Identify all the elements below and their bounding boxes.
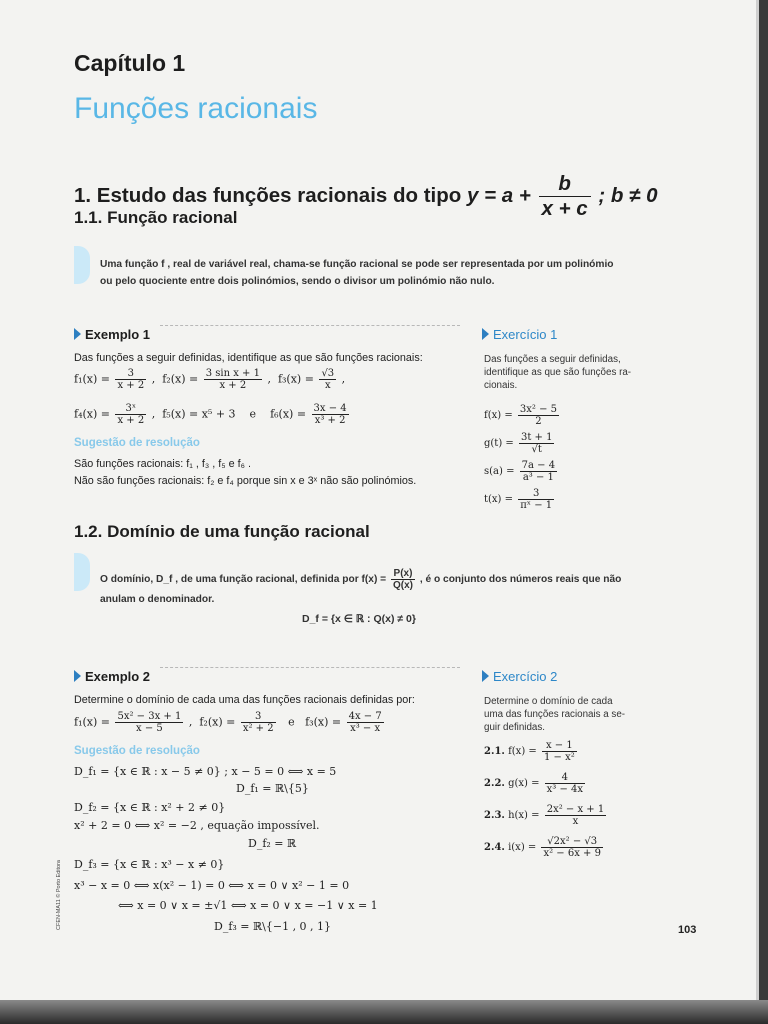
denominator: x + 2 [117, 415, 145, 426]
solution-line: x³ − x = 0 ⟺ x(x² − 1) = 0 ⟺ x = 0 ∨ x² − 1 = 0 [74, 879, 350, 892]
fraction [545, 804, 607, 827]
exemplo-2-intro: Determine o domínio de cada uma das funções racionais definidas por: [74, 694, 415, 706]
function-lhs: s(a) = [484, 466, 515, 477]
exercicio-2-intro [484, 695, 644, 734]
fraction [115, 368, 146, 391]
publisher-credit: CFEN-MA11 © Porto Editora [56, 860, 62, 930]
exercise-item [484, 486, 561, 514]
conjunction: e [249, 407, 257, 421]
function-expression: f₅(x) = x⁵ + 3 [162, 407, 236, 421]
exemplo-1-label [74, 327, 150, 342]
exercise-item [484, 768, 608, 800]
exercise-item [484, 458, 561, 486]
exercise-item [484, 402, 561, 430]
definition-text: O domínio, D_f , de uma função racional, definida por f(x) = [100, 574, 387, 586]
denominator: x [319, 379, 336, 391]
numerator: 3 sin x + 1 [205, 368, 260, 379]
fraction [541, 836, 603, 859]
function-lhs: f₄(x) = [74, 407, 110, 421]
intro-line: guir definidas. [484, 722, 545, 733]
function-lhs: t(x) = [484, 494, 514, 505]
denominator: a³ − 1 [520, 471, 557, 483]
divider [160, 325, 460, 326]
function-lhs: i(x) = [508, 842, 537, 853]
numerator: P(x) [393, 568, 413, 579]
fraction [204, 368, 262, 391]
function-lhs: f(x) = [508, 746, 537, 757]
denominator: x − 5 [115, 722, 183, 734]
definition-line: anulam o denominador. [100, 594, 215, 605]
item-number: 2.4. [484, 842, 505, 853]
intro-line: identifique as que são funções ra- [484, 367, 632, 378]
divider [160, 667, 460, 668]
fraction [520, 460, 557, 483]
solution-line: Não são funções racionais: f₂ e f₄ porque sin x e 3ˣ não são polinómios. [74, 475, 417, 487]
exemplo-1-intro: Das funções a seguir definidas, identifique as que são funções racionais: [74, 352, 423, 364]
numerator: 7a − 4 [521, 460, 556, 471]
exercise-item [484, 800, 608, 832]
conjunction: e [288, 715, 295, 729]
sugestao-heading: Sugestão de resolução [74, 745, 200, 757]
solution-line: D_f₂ = {x ∈ ℝ : x² + 2 ≠ 0} [74, 801, 226, 814]
definition-line: ou pelo quociente entre dois polinómios, sendo o divisor um polinómio não nulo. [100, 276, 495, 287]
definition-marker [74, 553, 90, 591]
fraction [519, 432, 554, 455]
solution-line: D_f₃ = ℝ\{−1 , 0 , 1} [214, 920, 332, 933]
function-lhs: g(t) = [484, 438, 514, 449]
solution-line: São funções racionais: f₁ , f₃ , f₅ e f₆ . [74, 458, 251, 470]
function-lhs: f₁(x) = [74, 715, 110, 729]
exercise-item [484, 736, 608, 768]
fraction [391, 568, 415, 591]
chapter-title: Funções racionais [74, 92, 318, 125]
exercise-item [484, 430, 561, 458]
intro-line: Das funções a seguir definidas, [484, 354, 621, 365]
numerator: 3x − 4 [313, 403, 347, 414]
function-lhs: g(x) = [508, 778, 540, 789]
exercicio-1-list [484, 402, 561, 514]
numerator: 3t + 1 [520, 432, 553, 443]
triangle-bullet-icon [74, 670, 81, 682]
exemplo-2-label [74, 669, 150, 684]
numerator: x − 1 [545, 740, 573, 751]
denominator: 1 − x² [543, 752, 575, 763]
exercise-item [484, 832, 608, 864]
section-1-formula-lhs: y = a + [466, 183, 531, 207]
intro-line: uma das funções racionais a se- [484, 709, 626, 720]
denominator: x³ − 4x [546, 784, 584, 795]
numerator: 4 [561, 772, 569, 783]
denominator: x + 2 [204, 379, 262, 391]
denominator: x + 2 [117, 380, 145, 391]
function-lhs: f₃(x) = [305, 715, 342, 729]
exercicio-2-list [484, 736, 608, 864]
scan-shadow [0, 1000, 768, 1024]
function-lhs: f₁(x) = [74, 372, 110, 386]
definition-marker [74, 246, 90, 284]
chapter-label: Capítulo 1 [74, 50, 186, 76]
numerator: 2x² − x + 1 [546, 804, 605, 815]
triangle-bullet-icon [482, 670, 489, 682]
intro-line: Determine o domínio de cada [484, 696, 613, 707]
item-number: 2.1. [484, 746, 505, 757]
page-number: 103 [678, 924, 697, 936]
solution-line: D_f₁ = ℝ\{5} [236, 782, 309, 795]
definition-line [100, 568, 660, 591]
fraction [545, 772, 585, 795]
function-lhs: f₆(x) = [270, 407, 307, 421]
definition-text: , é o conjunto dos números reais que não [419, 574, 622, 586]
numerator: 4x − 7 [348, 711, 382, 722]
definition-line: Uma função f , real de variável real, chama-se função racional se pode ser representada por um polinómio [100, 259, 614, 270]
label-text: Exercício 1 [493, 327, 558, 342]
denominator: x [545, 815, 607, 827]
function-lhs: f(x) = [484, 410, 513, 421]
subsection-1-2-heading: 1.2. Domínio de uma função racional [74, 522, 370, 541]
exemplo-1-functions-row1: f₁(x) = $\frac{3}{x + 2}$ , f₂(x) = $\frac{\text{3 sin x + 1}}{x + 2}$ , f₃(x) = $\frac{√3}{x}$ , [74, 368, 346, 391]
function-lhs: f₃(x) = [277, 372, 314, 386]
label-text: Exemplo 2 [85, 669, 151, 684]
label-text: Exercício 2 [493, 669, 558, 684]
fraction [518, 404, 559, 427]
numerator: √3 [321, 368, 335, 379]
function-lhs: h(x) = [508, 810, 540, 821]
section-1-condition: ; b ≠ 0 [598, 183, 658, 207]
fraction-denominator: x + c [539, 196, 591, 221]
label-text: Exemplo 1 [85, 327, 151, 342]
numerator: √2x² − √3 [547, 836, 598, 847]
denominator: 2 [518, 415, 559, 427]
intro-line: cionais. [484, 380, 518, 391]
definition-box-1 [100, 256, 660, 290]
denominator: Q(x) [392, 580, 413, 591]
numerator: 3x² − 5 [519, 404, 557, 415]
fraction [115, 403, 146, 426]
exemplo-1-functions-row2: f₄(x) = $\frac{\text{3ˣ}}{x + 2}$ , f₅(x) = x⁵ + 3 e f₆(x) = $\frac{3x - 4}{\text{x³ + 2}}$ [74, 403, 347, 426]
exercicio-2-label [482, 669, 557, 684]
exemplo-2-functions: f₁(x) = $\frac{\text{5x² − 3x + 1}}{x - 5}$ , f₂(x) = $\frac{3}{\text{x² + 2}}$ e f₃(x) = $\frac{4x - 7}{\text{x³ − x}}$ [74, 711, 382, 734]
numerator: 3 [127, 368, 135, 379]
denominator: x² + 2 [242, 723, 274, 734]
denominator: x³ − x [347, 722, 384, 734]
fraction-numerator: b [558, 172, 571, 195]
triangle-bullet-icon [482, 328, 489, 340]
fraction [542, 740, 577, 763]
section-1-fraction [539, 172, 591, 221]
fraction [518, 488, 554, 511]
denominator: x³ + 2 [312, 414, 349, 426]
exercicio-1-label [482, 327, 557, 342]
solution-line: D_f₂ = ℝ [248, 837, 297, 850]
domain-formula: D_f = {x ∈ ℝ : Q(x) ≠ 0} [302, 613, 416, 625]
denominator: x² − 6x + 9 [543, 848, 601, 859]
solution-line: x² + 2 = 0 ⟺ x² = −2 , equação impossível. [74, 819, 320, 832]
function-lhs: f₂(x) = [162, 372, 199, 386]
numerator: 3ˣ [125, 403, 137, 414]
numerator: 3 [255, 711, 262, 722]
solution-line: D_f₁ = {x ∈ ℝ : x − 5 ≠ 0} ; x − 5 = 0 ⟺ x = 5 [74, 765, 337, 778]
denominator: √t [519, 443, 554, 455]
sugestao-heading: Sugestão de resolução [74, 437, 200, 449]
solution-line: D_f₃ = {x ∈ ℝ : x³ − x ≠ 0} [74, 858, 225, 871]
solution-line: ⟺ x = 0 ∨ x = ±√1 ⟺ x = 0 ∨ x = −1 ∨ x = 1 [118, 899, 378, 912]
item-number: 2.3. [484, 810, 505, 821]
section-1-text: 1. Estudo das funções racionais do tipo [74, 183, 467, 207]
fraction [115, 711, 183, 734]
fraction [319, 368, 336, 391]
exercicio-1-intro [484, 353, 644, 392]
fraction [347, 711, 384, 734]
function-lhs: f₂(x) = [199, 715, 236, 729]
numerator: 3 [532, 488, 540, 499]
triangle-bullet-icon [74, 328, 81, 340]
denominator: πˣ − 1 [520, 500, 553, 511]
subsection-1-1-heading: 1.1. Função racional [74, 208, 238, 227]
item-number: 2.2. [484, 778, 505, 789]
fraction [241, 711, 276, 734]
definition-box-2 [100, 568, 660, 608]
numerator: 5x² − 3x + 1 [117, 711, 182, 722]
fraction [312, 403, 349, 426]
